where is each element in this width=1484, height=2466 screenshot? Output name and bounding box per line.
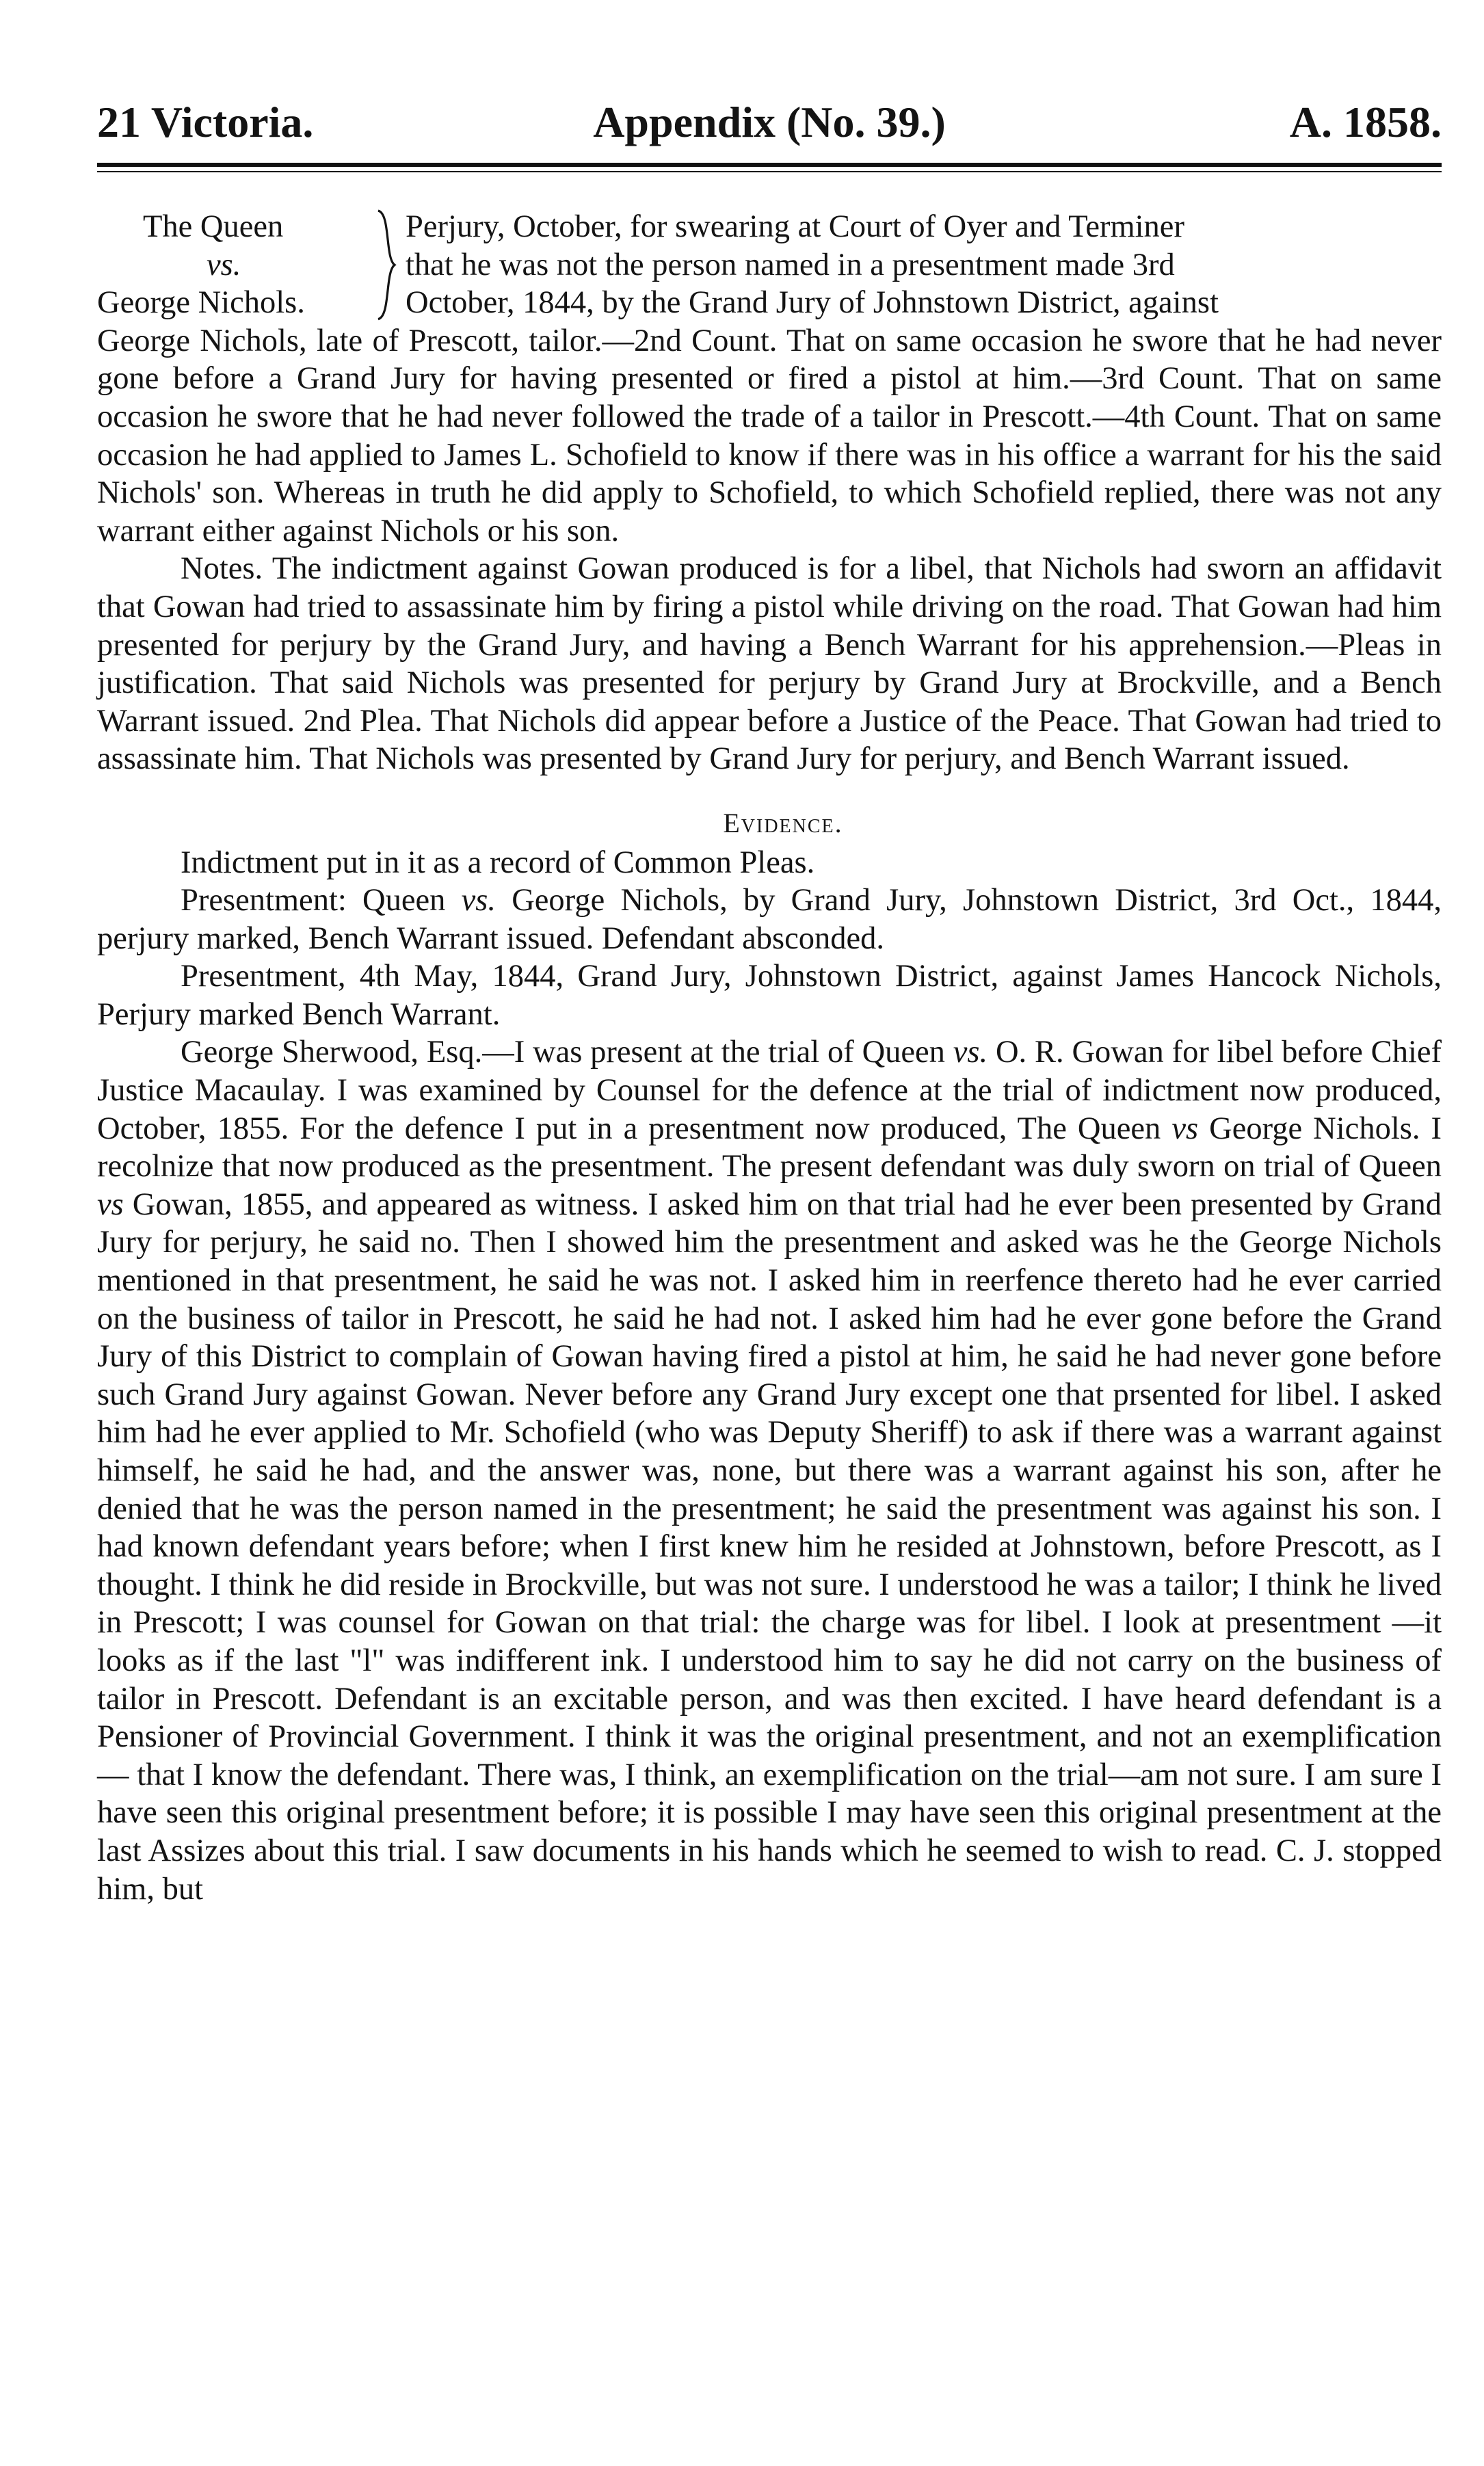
evidence-p4-text-d: Gowan, 1855, and appeared as witness. I asked him on that trial had he ever been presented by Grand Jury for perjury, he said no. Then I showed him the presentment and asked was he the George Nichols mentioned in that presentment, he said he was not. I asked him in reerfence thereto had he ever carried on the business of tailor in Prescott, he said he had not. I asked him had he ever gone before the Grand Jury of this District to complain of Gowan having fired a pistol at him, he said he had never gone before such Grand Jury against Gowan. Never before any Grand Jury except one that prsented for libel. I asked him had he ever applied to Mr. Schofield (who was Deputy Sheriff) to ask if there was a warrant against himself, he said he had, and the answer was, none, but there was a warrant against his son, after he denied that he was the person named in the presentment; he said the presentment was against his son. I had known defendant years before; when I first knew him he resided at Johnstown, before Prescott, as I thought. I think he did reside in Brockville, but was not sure. I understood he was a tailor; I think he lived in Prescott; I was counsel for Gowan on that trial: the charge was for libel. I look at presentment —it looks as if the last "l" was indifferent ink. I understood him to say he did not carry on the business of tailor in Prescott. Defendant is an excitable person, and was then excited. I have heard defendant is a Pensioner of Provincial Government. I think it was the original presentment, and not an exemplification— that I know the defendant. There was, I think, an exemplification on the trial—am not sure. I am sure I have seen this original presentment before; it is possible I may have seen this original presentment at the last Assizes about this trial. I saw documents in his hands which he seemed to wish to read. C. J. stopped him, but: [97, 1186, 1442, 1907]
evidence-p4-text-b: O. R. Gowan for libel before Chief Justice Macaulay. I was examined by Counsel for the defence at the trial of indictment now produced, October, 1855. For the defence I put in a presentment now produced, The Queen: [97, 1035, 1442, 1146]
evidence-p2-text-b: George Nichols, by Grand Jury, Johnstown District, 3rd Oct., 1844, perjury marked, Bench Warrant issued. Defendant absconded.: [97, 883, 1442, 956]
header-year: A. 1858.: [1289, 98, 1442, 146]
evidence-p4-vs-2: vs: [1171, 1111, 1199, 1146]
case-name-line-3: George Nichols.: [97, 285, 305, 321]
evidence-p4-text-c: George Nichols. I recolnize that now produced as the presentment. The present defendant was duly sworn on trial of Queen: [97, 1111, 1442, 1184]
case-names: [97, 208, 374, 322]
header-rule-thin: [97, 171, 1442, 172]
evidence-p2-text-a: Presentment: Queen: [181, 883, 462, 918]
evidence-paragraph-4: [97, 1033, 1442, 1908]
charge-line-1: Perjury, October, for swearing at Court of Oyer and Terminer: [406, 209, 1184, 244]
evidence-p4-vs-3: vs: [97, 1186, 124, 1222]
evidence-paragraph-1: Indictment put in it as a record of Common Pleas.: [181, 845, 815, 880]
evidence-p4-text-a: George Sherwood, Esq.—I was present at the trial of Queen: [181, 1035, 953, 1070]
charge-line-3: October, 1844, by the Grand Jury of Johnstown District, against: [406, 285, 1219, 321]
header-session: 21 Victoria.: [97, 98, 314, 146]
running-head: [97, 82, 1442, 157]
header-rule-thick: [97, 163, 1442, 167]
evidence-heading: Evidence.: [723, 807, 843, 838]
evidence-paragraph-2: [97, 881, 1442, 957]
evidence-paragraph-3: Presentment, 4th May, 1844, Grand Jury, Johnstown District, against James Hancock Nichols, Perjury marked Bench Warrant.: [97, 959, 1442, 1032]
curly-brace-icon: [374, 208, 406, 322]
charge-continuation: George Nichols, late of Prescott, tailor.—2nd Count. That on same occasion he swore that he had never gone before a Grand Jury for having presented or fired a pistol at him.—3rd Count. That on same occasion he swore that he had never followed the trade of a tailor in Prescott.—4th Count. That on same occasion he had applied to James L. Schofield to know if there was in his office a warrant for his the said Nichols' son. Whereas in truth he did apply to Schofield, to which Schofield replied, there was not any warrant either against Nichols or his son.: [97, 323, 1442, 548]
charge-line-2: that he was not the person named in a presentment made 3rd: [406, 247, 1175, 282]
evidence-p4-vs-1: vs.: [953, 1035, 988, 1070]
notes-paragraph: Notes. The indictment against Gowan produced is for a libel, that Nichols had sworn an affidavit that Gowan had tried to assassinate him by firing a pistol while driving on the road. That Gowan had him presented for perjury by the Grand Jury, and having a Bench Warrant for his apprehension.—Pleas in justification. That said Nichols was presented for perjury by Grand Jury at Brockville, and a Bench Warrant issued. 2nd Plea. That Nichols did appear before a Justice of the Peace. That Gowan had tried to assassinate him. That Nichols was presented by Grand Jury for perjury, and Bench Warrant issued.: [97, 551, 1442, 777]
header-appendix: Appendix (No. 39.): [593, 98, 946, 146]
case-heading: [97, 208, 1442, 322]
case-name-line-2: vs.: [207, 247, 241, 282]
evidence-p2-vs: vs.: [461, 883, 496, 918]
page: [97, 82, 1442, 1908]
case-charge: [406, 208, 1442, 322]
case-name-line-1: The Queen: [143, 209, 284, 244]
body-text: [97, 208, 1442, 1908]
